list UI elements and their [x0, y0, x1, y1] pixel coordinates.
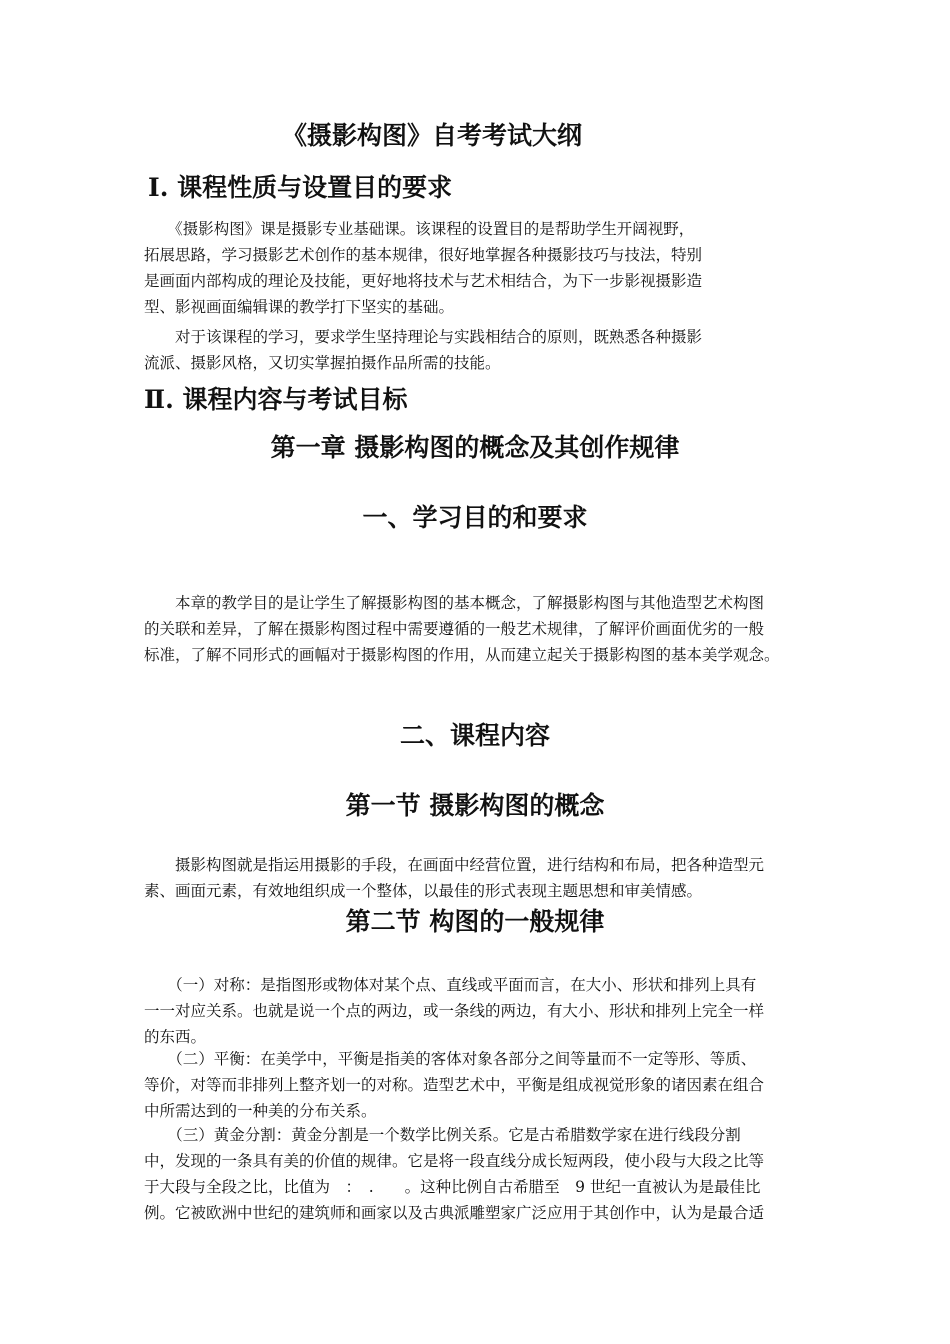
learning-goals-heading: 一、学习目的和要求 [362, 503, 588, 532]
section-two-heading: 第二节 构图的一般规律 [345, 907, 605, 936]
section-one-paragraph [144, 852, 806, 904]
rule-symmetry-paragraph [144, 972, 806, 1050]
learning-goals-paragraph [144, 590, 806, 668]
text-line: 等价，对等而非排列上整齐划一的对称。造型艺术中，平衡是组成视觉形象的诸因素在组合 [144, 1076, 765, 1094]
part-one-paragraph-2 [144, 324, 806, 376]
rule-golden-section-paragraph [144, 1122, 806, 1226]
text-line: 型、影视画面编辑课的教学打下坚实的基础。 [144, 298, 455, 316]
text-line: 中所需达到的一种美的分布关系。 [144, 1102, 377, 1120]
text-line: 中，发现的一条具有美的价值的规律。它是将一段直线分成长短两段，使小段与大段之比等 [144, 1152, 765, 1170]
text-line: 本章的教学目的是让学生了解摄影构图的基本概念，了解摄影构图与其他造型艺术构图 [144, 594, 765, 612]
text-line: 的东西。 [144, 1028, 207, 1046]
text-line: 于大段与全段之比，比值为 ： . 。这种比例自古希腊至 9 世纪一直被认为是最佳比 [144, 1178, 761, 1196]
text-line: 拓展思路，学习摄影艺术创作的基本规律，很好地掌握各种摄影技巧与技法，特别 [144, 246, 703, 264]
text-line: 例。它被欧洲中世纪的建筑师和画家以及古典派雕塑家广泛应用于其创作中，认为是最合适 [144, 1204, 765, 1222]
text-line: 素、画面元素，有效地组织成一个整体，以最佳的形式表现主题思想和审美情感。 [144, 882, 703, 900]
document-title: 《摄影构图》自考考试大纲 [282, 121, 583, 150]
part-one-heading: Ⅰ. 课程性质与设置目的要求 [148, 173, 453, 202]
section-one-heading: 第一节 摄影构图的概念 [345, 791, 605, 820]
text-line: 摄影构图就是指运用摄影的手段，在画面中经营位置，进行结构和布局，把各种造型元 [144, 856, 765, 874]
text-line: 一一对应关系。也就是说一个点的两边，或一条线的两边，有大小、形状和排列上完全一样 [144, 1002, 765, 1020]
text-line: 是画面内部构成的理论及技能，更好地将技术与艺术相结合，为下一步影视摄影造 [144, 272, 703, 290]
text-line: 的关联和差异，了解在摄影构图过程中需要遵循的一般艺术规律，了解评价画面优劣的一般 [144, 620, 765, 638]
part-two-heading: Ⅱ. 课程内容与考试目标 [144, 385, 408, 414]
text-line: 流派、摄影风格，又切实掌握拍摄作品所需的技能。 [144, 354, 501, 372]
rule-balance-paragraph [144, 1046, 806, 1124]
text-line: （一）对称：是指图形或物体对某个点、直线或平面而言，在大小、形状和排列上具有 [144, 976, 757, 994]
part-one-paragraph-1 [144, 216, 806, 320]
text-line: （三）黄金分割：黄金分割是一个数学比例关系。它是古希腊数学家在进行线段分割 [144, 1126, 741, 1144]
course-content-heading: 二、课程内容 [399, 721, 550, 750]
chapter-one-heading: 第一章 摄影构图的概念及其创作规律 [270, 433, 680, 462]
text-line: （二）平衡：在美学中，平衡是指美的客体对象各部分之间等量而不一定等形、等质、 [144, 1050, 757, 1068]
text-line: 标准，了解不同形式的画幅对于摄影构图的作用，从而建立起关于摄影构图的基本美学观念。 [144, 646, 780, 664]
text-line: 《摄影构图》课是摄影专业基础课。该课程的设置目的是帮助学生开阔视野， [144, 220, 695, 238]
text-line: 对于该课程的学习，要求学生坚持理论与实践相结合的原则，既熟悉各种摄影 [144, 328, 703, 346]
